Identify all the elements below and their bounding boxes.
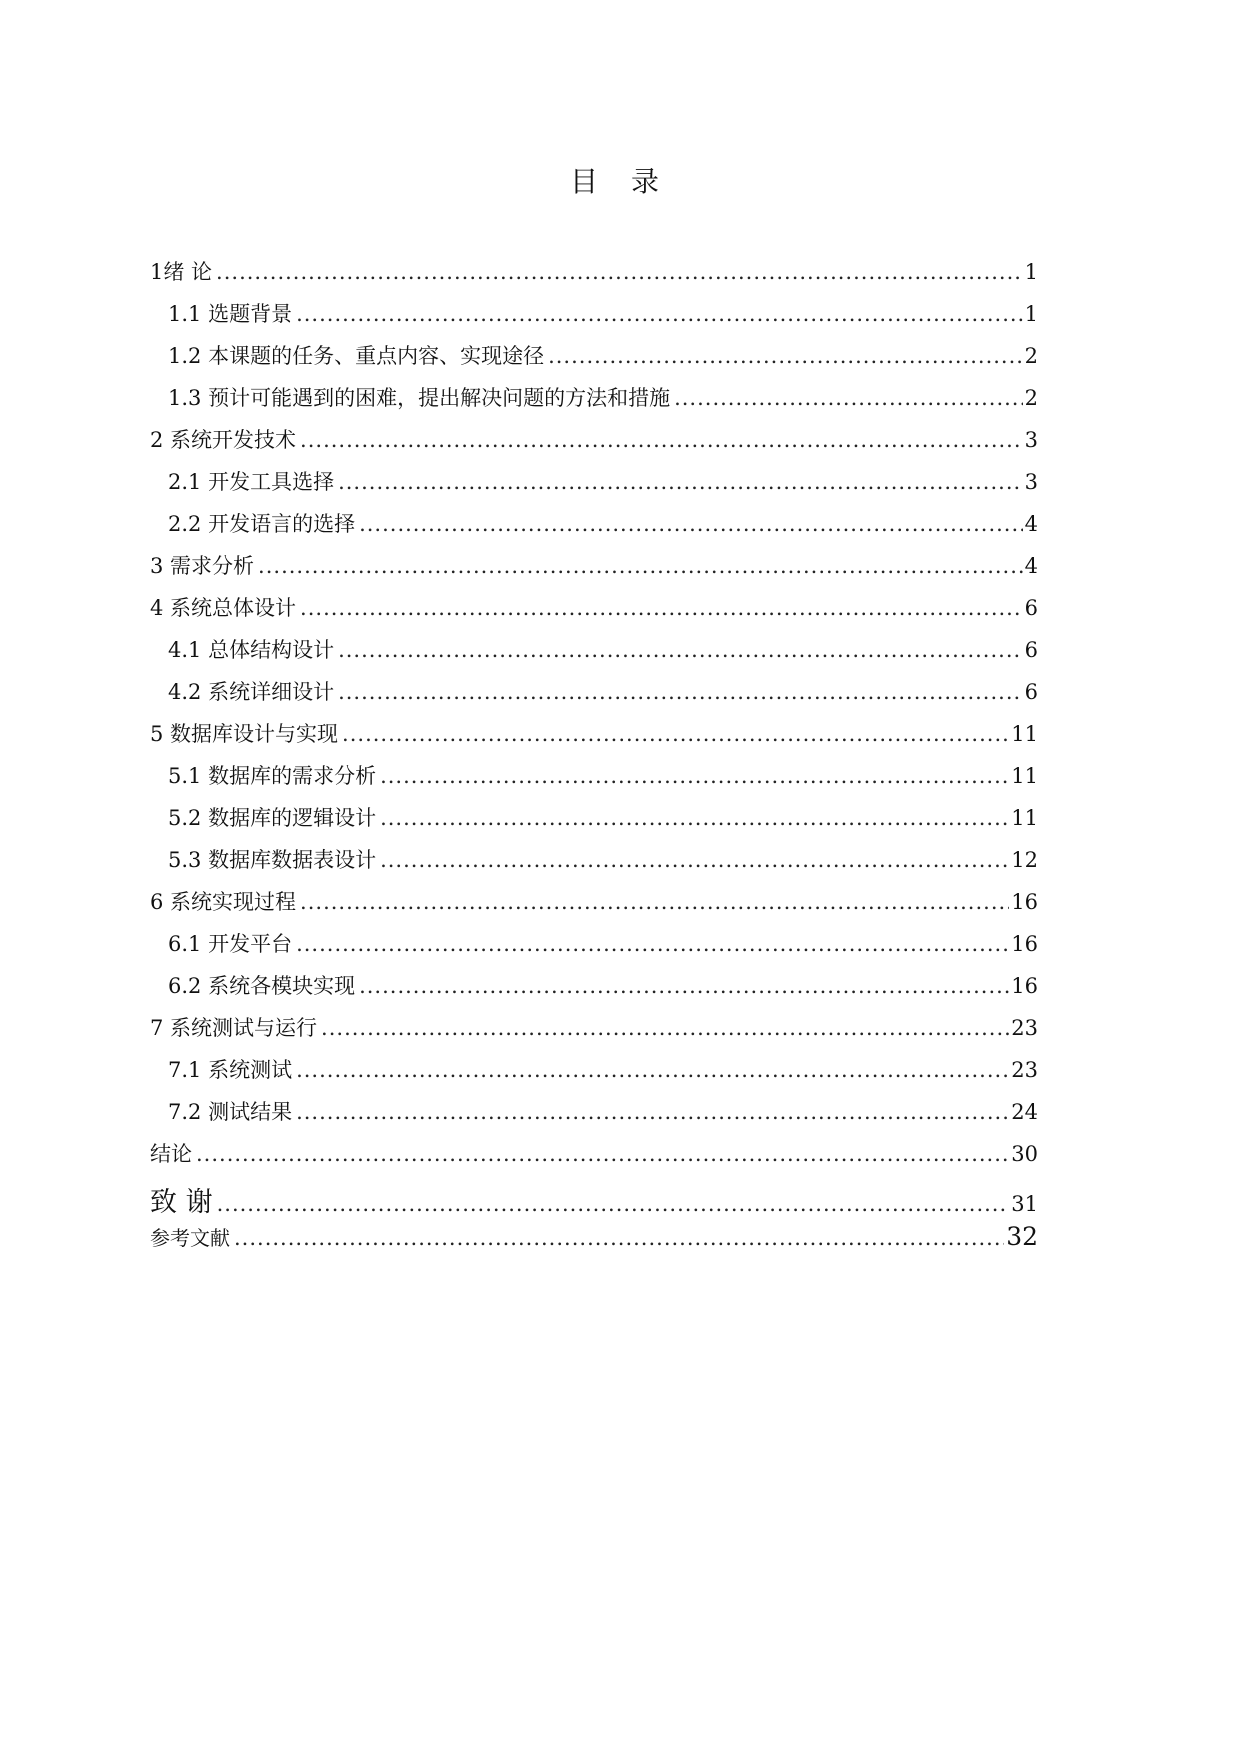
toc-entry-label: 5 数据库设计与实现: [150, 722, 339, 746]
toc-entry-label: 7.1 系统测试: [168, 1058, 293, 1082]
toc-leader-dots: [296, 1100, 1009, 1124]
toc-entry-label: 1绪 论: [150, 260, 213, 284]
toc-entry-page-number: 3: [1024, 470, 1038, 494]
toc-entry-page-number: 12: [1011, 848, 1038, 872]
toc-entry-label: 7 系统测试与运行: [150, 1016, 318, 1040]
toc-entry-page-number: 4: [1024, 512, 1038, 536]
toc-entry-label: 2.1 开发工具选择: [168, 470, 335, 494]
toc-entry[interactable]: [150, 1012, 1038, 1054]
toc-entry[interactable]: [150, 1096, 1038, 1138]
toc-entry-page-number: 11: [1011, 806, 1038, 830]
toc-leader-dots: [216, 260, 1023, 284]
toc-entry[interactable]: [150, 718, 1038, 760]
toc-entry-page-number: 11: [1011, 764, 1038, 788]
toc-entry-page-number: 30: [1011, 1142, 1038, 1166]
toc-entry-label: 4.1 总体结构设计: [168, 638, 335, 662]
toc-entry-label: 致 谢: [150, 1187, 213, 1218]
toc-leader-dots: [338, 470, 1023, 494]
toc-entry-label: 6 系统实现过程: [150, 890, 297, 914]
toc-entry-label: 4 系统总体设计: [150, 596, 297, 620]
toc-entry[interactable]: [150, 508, 1038, 550]
toc-entry[interactable]: [150, 592, 1038, 634]
toc-leader-dots: [380, 806, 1009, 830]
toc-entry-page-number: 16: [1011, 974, 1038, 998]
toc-leader-dots: [359, 974, 1009, 998]
toc-entry[interactable]: [150, 382, 1038, 424]
toc-entry[interactable]: [150, 1222, 1038, 1264]
toc-entry[interactable]: [150, 928, 1038, 970]
toc-entry-page-number: 23: [1011, 1058, 1038, 1082]
toc-entry-page-number: 1: [1024, 260, 1038, 284]
toc-entry-label: 结论: [150, 1142, 192, 1166]
toc-entry-page-number: 6: [1024, 596, 1038, 620]
toc-entry-page-number: 31: [1011, 1192, 1038, 1216]
toc-entry-page-number: 4: [1024, 554, 1038, 578]
toc-entry-page-number: 24: [1011, 1100, 1038, 1124]
toc-leader-dots: [300, 428, 1023, 452]
toc-leader-dots: [296, 1058, 1009, 1082]
toc-leader-dots: [359, 512, 1023, 536]
toc-entry-page-number: 16: [1011, 932, 1038, 956]
toc-entry[interactable]: [150, 550, 1038, 592]
toc-entry-label: 5.3 数据库数据表设计: [168, 848, 377, 872]
toc-entry-label: 6.2 系统各模块实现: [168, 974, 356, 998]
toc-entry[interactable]: [150, 424, 1038, 466]
toc-entry-label: 2.2 开发语言的选择: [168, 512, 356, 536]
toc-entry-page-number: 32: [1006, 1222, 1038, 1251]
toc-entry[interactable]: [150, 886, 1038, 928]
toc-entry-page-number: 2: [1024, 386, 1038, 410]
toc-entry-label: 1.2 本课题的任务、重点内容、实现途径: [168, 344, 545, 368]
toc-entry-label: 1.3 预计可能遇到的困难，提出解决问题的方法和措施: [168, 386, 671, 410]
toc-leader-dots: [234, 1226, 1004, 1250]
toc-entry-label: 7.2 测试结果: [168, 1100, 293, 1124]
toc-entry-label: 5.1 数据库的需求分析: [168, 764, 377, 788]
table-of-contents: [150, 256, 1038, 1264]
toc-entry[interactable]: [150, 298, 1038, 340]
toc-leader-dots: [380, 764, 1009, 788]
toc-entry-label: 参考文献: [150, 1226, 230, 1250]
toc-entry-page-number: 1: [1024, 302, 1038, 326]
toc-entry-label: 2 系统开发技术: [150, 428, 297, 452]
toc-entry[interactable]: [150, 970, 1038, 1012]
toc-entry[interactable]: [150, 676, 1038, 718]
toc-entry[interactable]: [150, 1138, 1038, 1180]
toc-entry[interactable]: [150, 256, 1038, 298]
toc-leader-dots: [342, 722, 1009, 746]
toc-entry-label: 4.2 系统详细设计: [168, 680, 335, 704]
toc-entry[interactable]: [150, 802, 1038, 844]
toc-entry-page-number: 6: [1024, 680, 1038, 704]
toc-entry[interactable]: [150, 760, 1038, 802]
toc-entry-page-number: 11: [1011, 722, 1038, 746]
toc-leader-dots: [296, 932, 1009, 956]
toc-leader-dots: [674, 386, 1023, 410]
toc-leader-dots: [296, 302, 1023, 326]
toc-leader-dots: [258, 554, 1023, 578]
toc-entry-label: 5.2 数据库的逻辑设计: [168, 806, 377, 830]
toc-leader-dots: [321, 1016, 1009, 1040]
toc-entry[interactable]: [150, 634, 1038, 676]
toc-entry[interactable]: [150, 844, 1038, 886]
toc-entry-label: 3 需求分析: [150, 554, 255, 578]
toc-entry-page-number: 23: [1011, 1016, 1038, 1040]
toc-leader-dots: [380, 848, 1009, 872]
toc-leader-dots: [300, 890, 1009, 914]
toc-leader-dots: [548, 344, 1023, 368]
toc-leader-dots: [300, 596, 1023, 620]
toc-entry-page-number: 6: [1024, 638, 1038, 662]
toc-entry[interactable]: [150, 340, 1038, 382]
toc-entry[interactable]: [150, 1054, 1038, 1096]
toc-entry-page-number: 3: [1024, 428, 1038, 452]
toc-leader-dots: [196, 1142, 1009, 1166]
toc-entry[interactable]: [150, 1180, 1038, 1222]
toc-entry-page-number: 16: [1011, 890, 1038, 914]
toc-entry-page-number: 2: [1024, 344, 1038, 368]
toc-leader-dots: [217, 1192, 1010, 1216]
toc-entry[interactable]: [150, 466, 1038, 508]
toc-leader-dots: [338, 680, 1023, 704]
page-title: 目 录: [570, 165, 671, 198]
toc-leader-dots: [338, 638, 1023, 662]
toc-entry-label: 1.1 选题背景: [168, 302, 293, 326]
toc-entry-label: 6.1 开发平台: [168, 932, 293, 956]
